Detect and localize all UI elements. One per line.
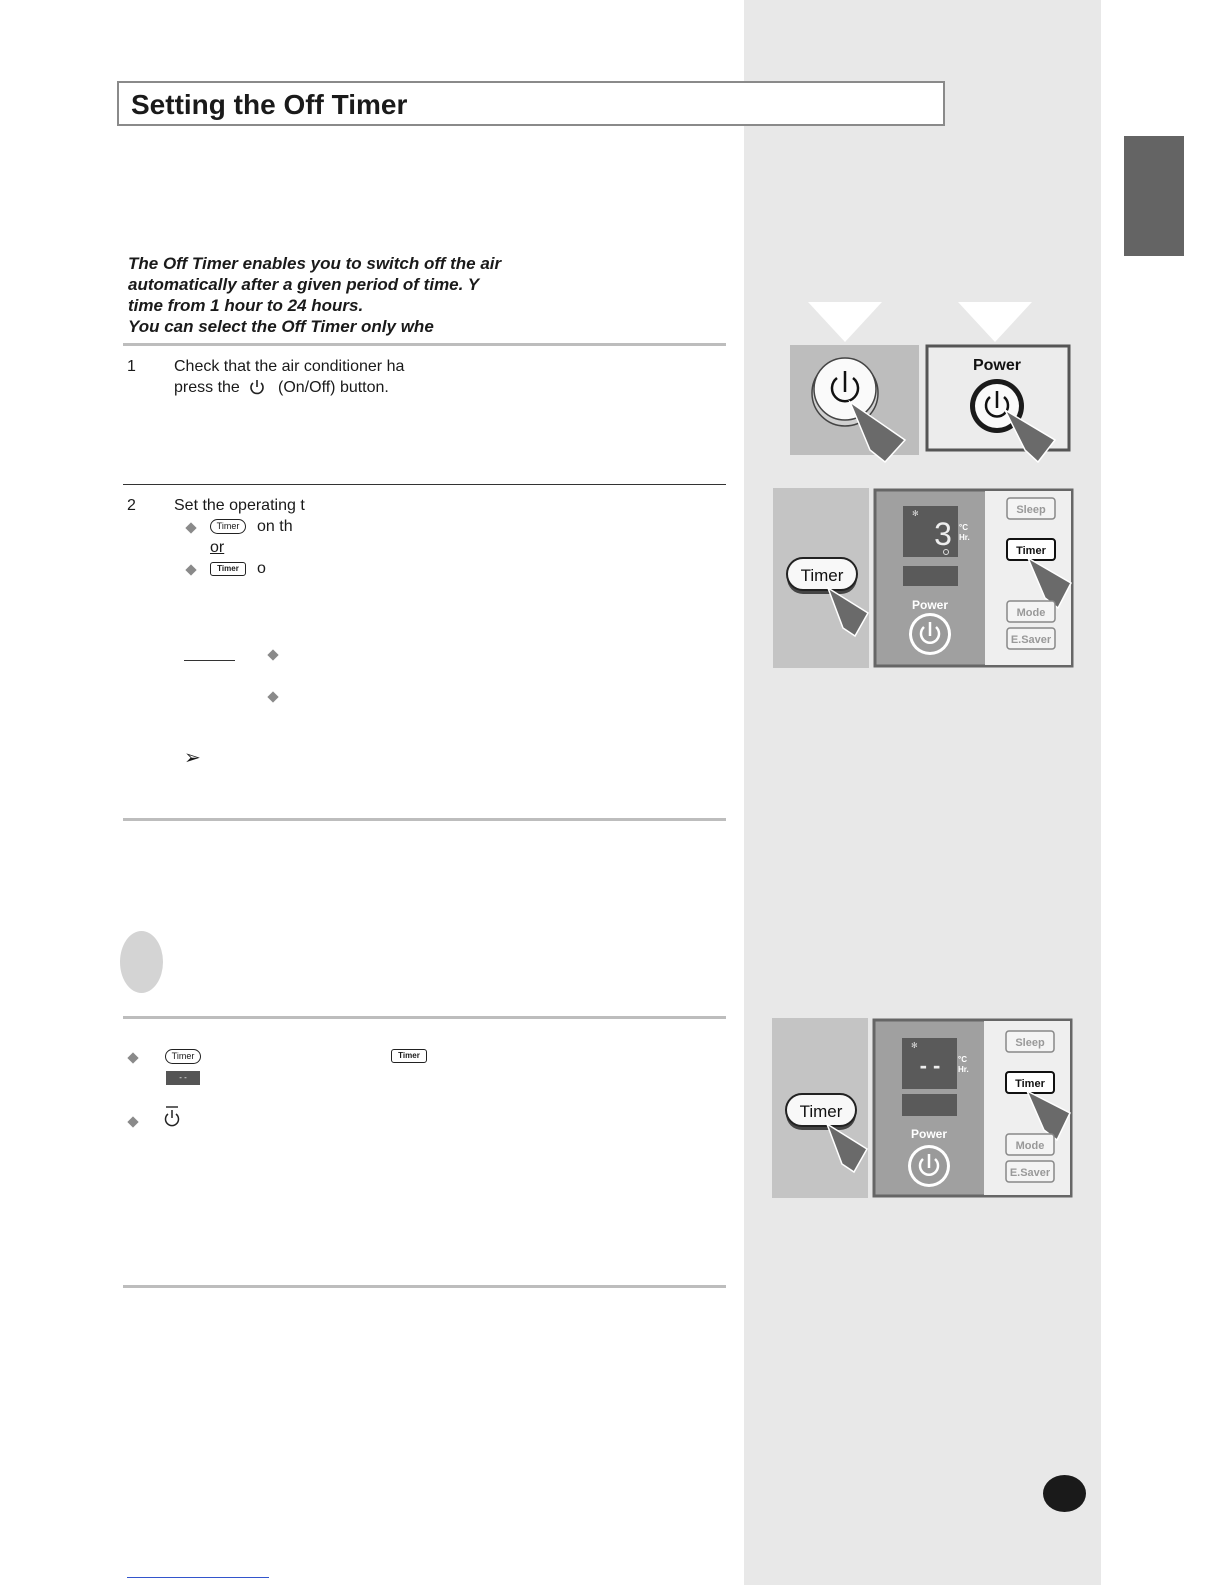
divider bbox=[123, 818, 726, 821]
step2-item1-text: on th bbox=[257, 518, 293, 535]
step1-line1: Check that the air conditioner ha bbox=[174, 358, 405, 375]
panel1-power-label: Power bbox=[972, 357, 1022, 374]
remote-timer-button: Timer bbox=[165, 1049, 201, 1064]
power-icon bbox=[248, 378, 266, 396]
footer-link-line bbox=[127, 1577, 269, 1578]
bullet-diamond bbox=[127, 1116, 138, 1127]
panel2-btn-esaver: E.Saver bbox=[1010, 634, 1052, 646]
arrow-marker: ➢ bbox=[184, 747, 201, 769]
svg-text:✻: ✻ bbox=[911, 1041, 918, 1050]
panel2-unit-hr: Hr. bbox=[959, 533, 970, 542]
panel3-unit-hr: Hr. bbox=[958, 1065, 969, 1074]
step2-or: or bbox=[210, 539, 225, 556]
illustration-timer-set bbox=[773, 488, 1085, 668]
svg-text:✻: ✻ bbox=[912, 509, 919, 518]
page-title: Setting the Off Timer bbox=[131, 89, 408, 120]
timer-off-icon bbox=[162, 1105, 182, 1129]
step1-line2-before: press the bbox=[174, 379, 240, 396]
illustration-power-buttons bbox=[790, 300, 1080, 465]
note-underline bbox=[184, 660, 235, 661]
divider bbox=[123, 343, 726, 346]
section-tab bbox=[1124, 136, 1184, 256]
divider bbox=[123, 484, 726, 485]
step2-line1: Set the operating t bbox=[174, 497, 305, 514]
illustration-timer-cancel bbox=[772, 1018, 1084, 1198]
display-dashes: - - bbox=[166, 1071, 200, 1085]
panel2-display-value: 3 bbox=[934, 516, 952, 552]
unit-timer-button: Timer bbox=[210, 562, 246, 576]
intro-paragraph bbox=[128, 253, 688, 337]
panel3-btn-timer: Timer bbox=[1015, 1078, 1045, 1090]
intro-line: time from 1 hour to 24 hours. bbox=[128, 296, 364, 315]
intro-line: automatically after a given period of time. Y bbox=[128, 275, 480, 294]
page-number-marker bbox=[1043, 1475, 1086, 1512]
step2-number: 2 bbox=[127, 497, 136, 514]
bullet-diamond bbox=[267, 649, 278, 660]
panel3-remote-timer-label: Timer bbox=[799, 1102, 843, 1121]
divider bbox=[123, 1016, 726, 1019]
panel2-power-label: Power bbox=[911, 598, 949, 612]
panel2-unit-c: °C bbox=[959, 523, 968, 532]
panel2-btn-timer: Timer bbox=[1016, 545, 1046, 557]
panel3-power-label: Power bbox=[910, 1127, 948, 1141]
panel2-btn-mode: Mode bbox=[1016, 607, 1046, 619]
panel2-btn-sleep: Sleep bbox=[1016, 504, 1046, 516]
step1-line2-after: (On/Off) button. bbox=[278, 379, 389, 396]
panel3-btn-sleep: Sleep bbox=[1015, 1037, 1045, 1049]
bullet-diamond bbox=[185, 564, 196, 575]
intro-line: The Off Timer enables you to switch off the air bbox=[128, 254, 502, 273]
intro-line: You can select the Off Timer only whe bbox=[128, 317, 434, 336]
panel3-btn-mode: Mode bbox=[1015, 1140, 1045, 1152]
title-box bbox=[117, 81, 945, 126]
divider bbox=[123, 1285, 726, 1288]
bullet-diamond bbox=[127, 1052, 138, 1063]
bullet-diamond bbox=[185, 522, 196, 533]
step2-item2-text: o bbox=[257, 560, 266, 577]
panel3-btn-esaver: E.Saver bbox=[1009, 1167, 1051, 1179]
panel3-display-value: - - bbox=[919, 1053, 941, 1078]
remote-timer-button: Timer bbox=[210, 519, 246, 534]
panel2-remote-timer-label: Timer bbox=[800, 566, 844, 585]
note-marker bbox=[120, 931, 163, 993]
bullet-diamond bbox=[267, 691, 278, 702]
right-illustration-panel bbox=[744, 0, 1101, 1585]
step1-number: 1 bbox=[127, 358, 136, 375]
panel3-unit-c: °C bbox=[958, 1055, 967, 1064]
unit-timer-button: Timer bbox=[391, 1049, 427, 1063]
